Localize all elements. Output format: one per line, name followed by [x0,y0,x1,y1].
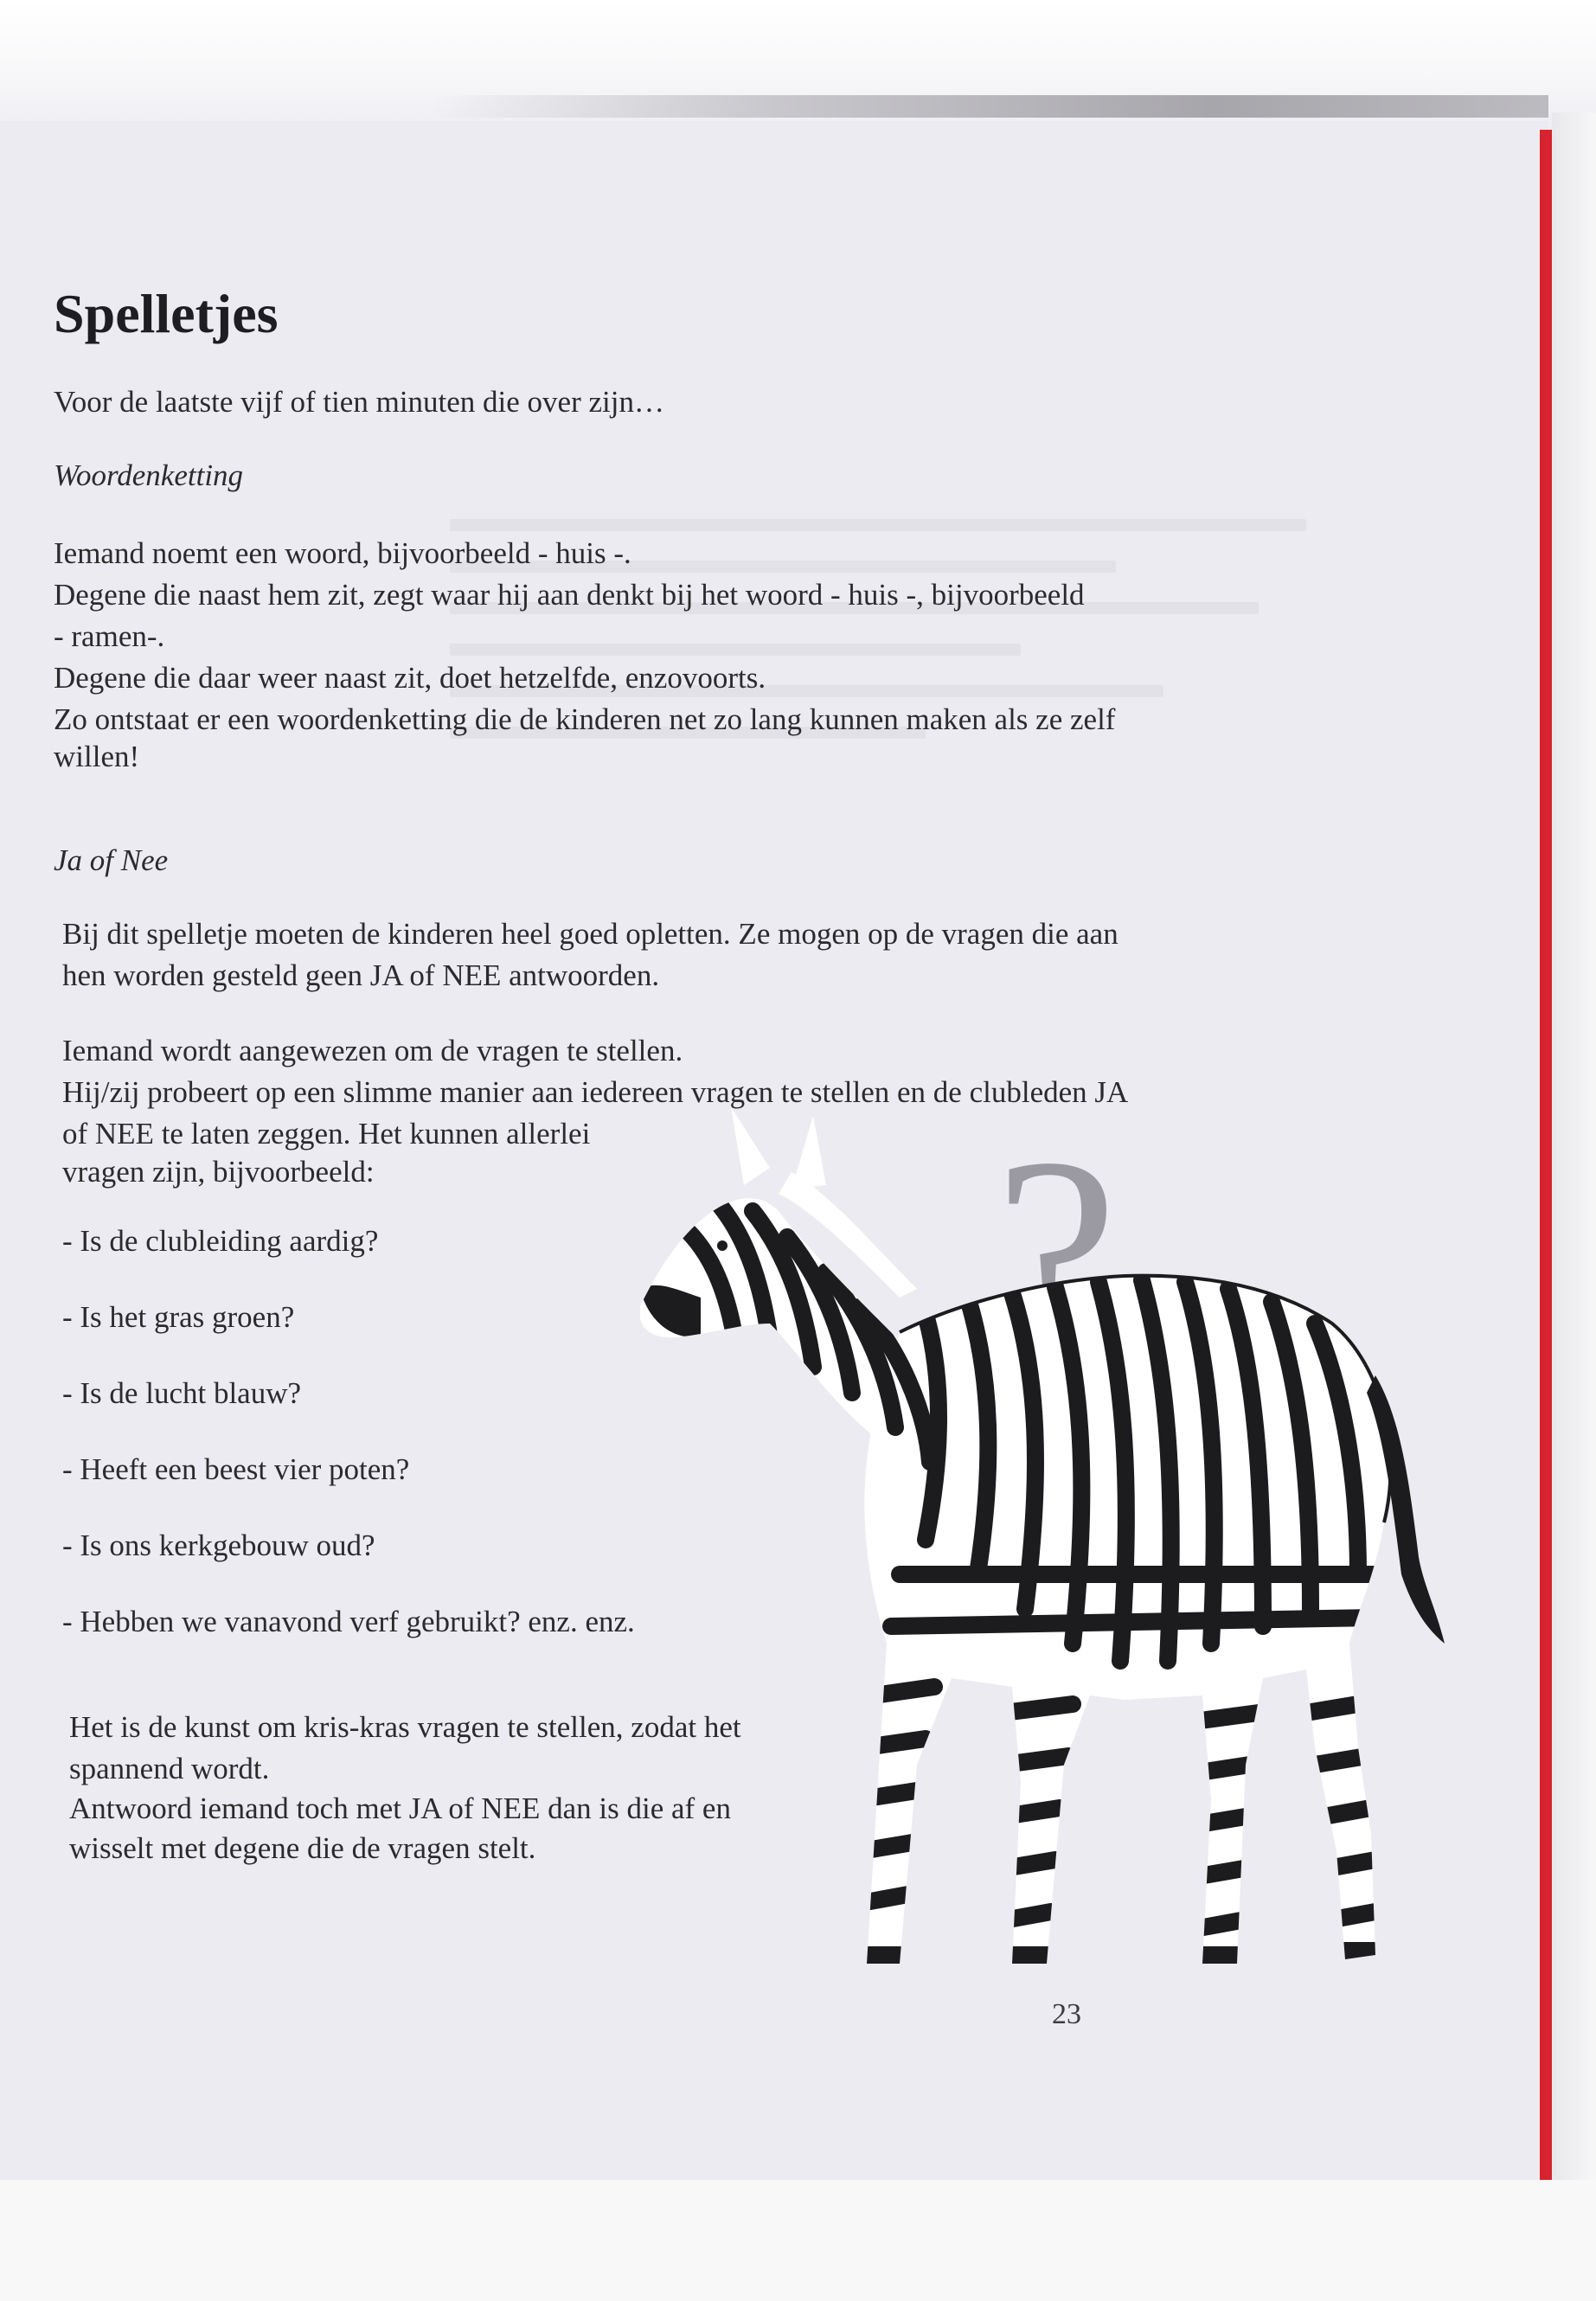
paragraph-line: Iemand noemt een woord, bijvoorbeeld - huis -. [54,536,631,570]
paragraph-line: willen! [54,740,140,773]
closing-line: Antwoord iemand toch met JA of NEE dan is die af en [69,1791,731,1825]
paragraph-line: Degene die naast hem zit, zegt waar hij aan denkt bij het woord - huis -, bijvoorbeeld [54,578,1085,612]
section-heading-woordenketting: Woordenketting [54,458,244,492]
page-number: 23 [1052,1998,1081,2030]
paragraph-line: Degene die daar weer naast zit, doet hetzelfde, enzovoorts. [54,661,766,695]
paragraph-line: Zo ontstaat er een woordenketting die de kinderen net zo lang kunnen maken als ze zelf [54,702,1116,736]
book-bottom-edge [0,2180,1596,2301]
question-item: - Is het gras groen? [62,1300,295,1334]
section-heading-ja-of-nee: Ja of Nee [54,843,169,877]
book-top-shadow [433,95,1548,118]
closing-line: wisselt met degene die de vragen stelt. [69,1831,536,1865]
paragraph-line: Hij/zij probeert op een slimme manier aan iedereen vragen te stellen en de clubleden JA [62,1075,1129,1109]
closing-line: spannend wordt. [69,1752,270,1785]
page-title: Spelletjes [54,283,279,344]
question-item: - Hebben we vanavond verf gebruikt? enz. enz. [62,1605,635,1638]
intro-text: Voor de laatste vijf of tien minuten die over zijn… [54,385,664,419]
question-item: - Heeft een beest vier poten? [62,1452,410,1486]
paragraph-line: - ramen-. [54,619,165,653]
book-right-edge [1552,112,1596,2301]
paragraph-line: of NEE te laten zeggen. Het kunnen allerlei [62,1117,591,1150]
paragraph-line: hen worden gesteld geen JA of NEE antwoorden. [62,958,660,992]
question-mark-icon: ? [995,1101,1118,1407]
question-item: - Is de clubleiding aardig? [62,1224,379,1258]
paragraph-line: vragen zijn, bijvoorbeeld: [62,1155,375,1189]
red-page-edge [1540,130,1552,2180]
bleed-through-heading [536,242,561,362]
question-item: - Is de lucht blauw? [62,1376,302,1410]
closing-line: Het is de kunst om kris-kras vragen te stellen, zodat het [69,1710,741,1744]
question-item: - Is ons kerkgebouw oud? [62,1529,375,1562]
paragraph-line: Bij dit spelletje moeten de kinderen heel goed opletten. Ze mogen op de vragen die aan [62,917,1118,951]
zebra-icon [640,1090,1471,2059]
paragraph-line: Iemand wordt aangewezen om de vragen te stellen. [62,1034,683,1067]
